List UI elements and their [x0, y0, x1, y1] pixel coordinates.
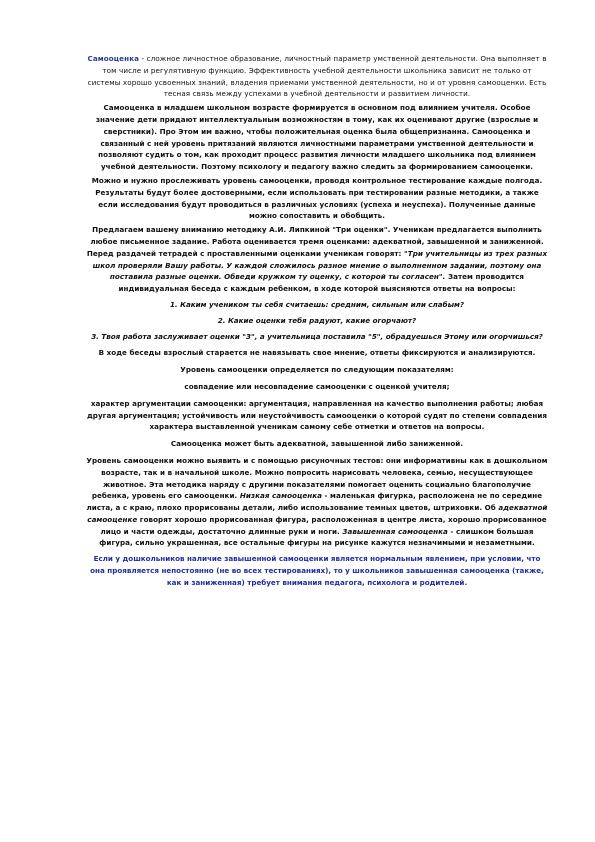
- paragraph-formation: Самооценка в младшем школьном возрасте формируется в основном под влиянием учителя. Особое значение дети придают интеллектуальным возможностям в тому, как их оценивают другие (взрослые и сверстники). Про Этом им важно, чтобы положительная оценка была общепризнанна. Самооценка и связанный с ней уровень притязаний являются личностными параметрами умственной деятельности и позволяют судить о том, как проходит процесс развития личности младшего школьника под влиянием учебной деятельности. Поэтому психологу и педагогу важно следить за формированием самооценки.: [95, 103, 539, 172]
- question-2: 2. Какие оценки тебя радуют, какие огорчают?: [217, 315, 417, 325]
- high-self-esteem-label: Завышенная самооценка: [342, 526, 448, 536]
- method-text-a: Предлагаем вашему вниманию методику А.И. Липкиной "Три оценки". Ученикам предлагается выполнить любое письменное задание. Работа оценивается тремя оценками: адекватной, завышенной и заниженной. Перед раздачей тетрадей с проставленными оценками ученикам говорят:: [86, 225, 544, 258]
- drawing-text-e: говорят хорошо прорисованная фигура, расположенная в центре листа, хорошо прорисованное лицо и части одежды, достаточно длинные руки и ноги.: [100, 514, 547, 536]
- indicator-match: совпадение или несовпадение самооценки с оценкой учителя;: [184, 381, 450, 391]
- paragraph-indicators-intro: Уровень самооценки определяется по следующим показателям:: [180, 365, 454, 375]
- term-keyword: Самооценка: [87, 54, 140, 63]
- indicator-argumentation: характер аргументации самооценки: аргументация, направленная на качество выполнения работы; любая другая аргументация; устойчивость или неустойчивость самооценки о которой судят по степени совпадения характера выставленной ученикам самому себе отметки и ответов на вопросы.: [86, 398, 548, 432]
- method-text-c: Затем проводится индивидуальная беседа с каждым ребенком, в ходе которой выясняются ответы на вопросы:: [118, 272, 525, 294]
- intro-text: - сложное личностное образование, личностный параметр умственной деятельности. Она выполняет в том числе и регулятивную функцию. Эффективность учебной деятельности школьника зависит не только от системы хорошо усвоенных знаний, владения приемами умственной деятельности, но и от уровня самооценки. Есть тесная связь между успехами в учебной деятельности и развитием личности.: [87, 54, 547, 99]
- intro-paragraph: [86, 53, 548, 100]
- drawing-text-c: - маленькая фигурка, расположена не по середине листа, а с краю, плохо прорисованы детали, либо использование темных цветов, штриховки. Об: [86, 491, 543, 513]
- paragraph-conclusion: Если у дошкольников наличие завышенной самооценки является нормальным явлением, при условии, что она проявляется непостоянно (не во всех тестированиях), то у школьников завышенная самооценка (также, как и заниженная) требует внимания педагога, психолога и родителей.: [90, 554, 544, 587]
- document-page: [86, 53, 548, 589]
- paragraph-self-esteem-types: Самооценка может быть адекватной, завышенной либо заниженной.: [170, 439, 464, 449]
- drawing-text-g: - слишком большая фигура, сильно украшенная, все остальные фигуры на рисунке кажутся незначимыми и незаметными.: [99, 526, 535, 548]
- paragraph-method: [86, 224, 548, 295]
- method-instruction: "Три учительницы из трех разных школ проверяли Вашу работы. У каждой сложилось разное мнение о выполненном задании, поэтому она поставила разные оценки. Обведи кружком ту оценку, с которой ты согласен".: [92, 248, 548, 282]
- paragraph-testing: Можно и нужно прослеживать уровень самооценки, проводя контрольное тестирование каждые полгода. Результаты будут более достоверными, если использовать при тестировании разные методики, а также если исследования будут проводиться в различных условиях (успеха и неуспеха). Полученные данные можно сопоставить и обобщить.: [91, 175, 543, 221]
- low-self-esteem-label: Низкая самооценка: [239, 491, 322, 501]
- paragraph-conversation: В ходе беседы взрослый старается не навязывать свое мнение, ответы фиксируются и анализируются.: [98, 348, 536, 358]
- question-1: 1. Каким учеником ты себя считаешь: средним, сильным или слабым?: [169, 299, 465, 309]
- adequate-self-esteem-label: адекватной самооценке: [87, 503, 548, 524]
- drawing-text-a: Уровень самооценки можно выявить и с помощью рисуночных тестов: они информативны как в дошкольном возрасте, так и в начальной школе. Можно попросить нарисовать человека, семью, несуществующее животное. Эта методика наряду с другими показателями помогает оценить социально благополучие ребенка, уровень его самооценки.: [86, 455, 548, 501]
- question-3: 3. Твоя работа заслуживает оценки "3", а учительница поставила "5", обрадуешься Этому или огорчишься?: [91, 331, 543, 341]
- paragraph-drawing-tests: [86, 455, 548, 549]
